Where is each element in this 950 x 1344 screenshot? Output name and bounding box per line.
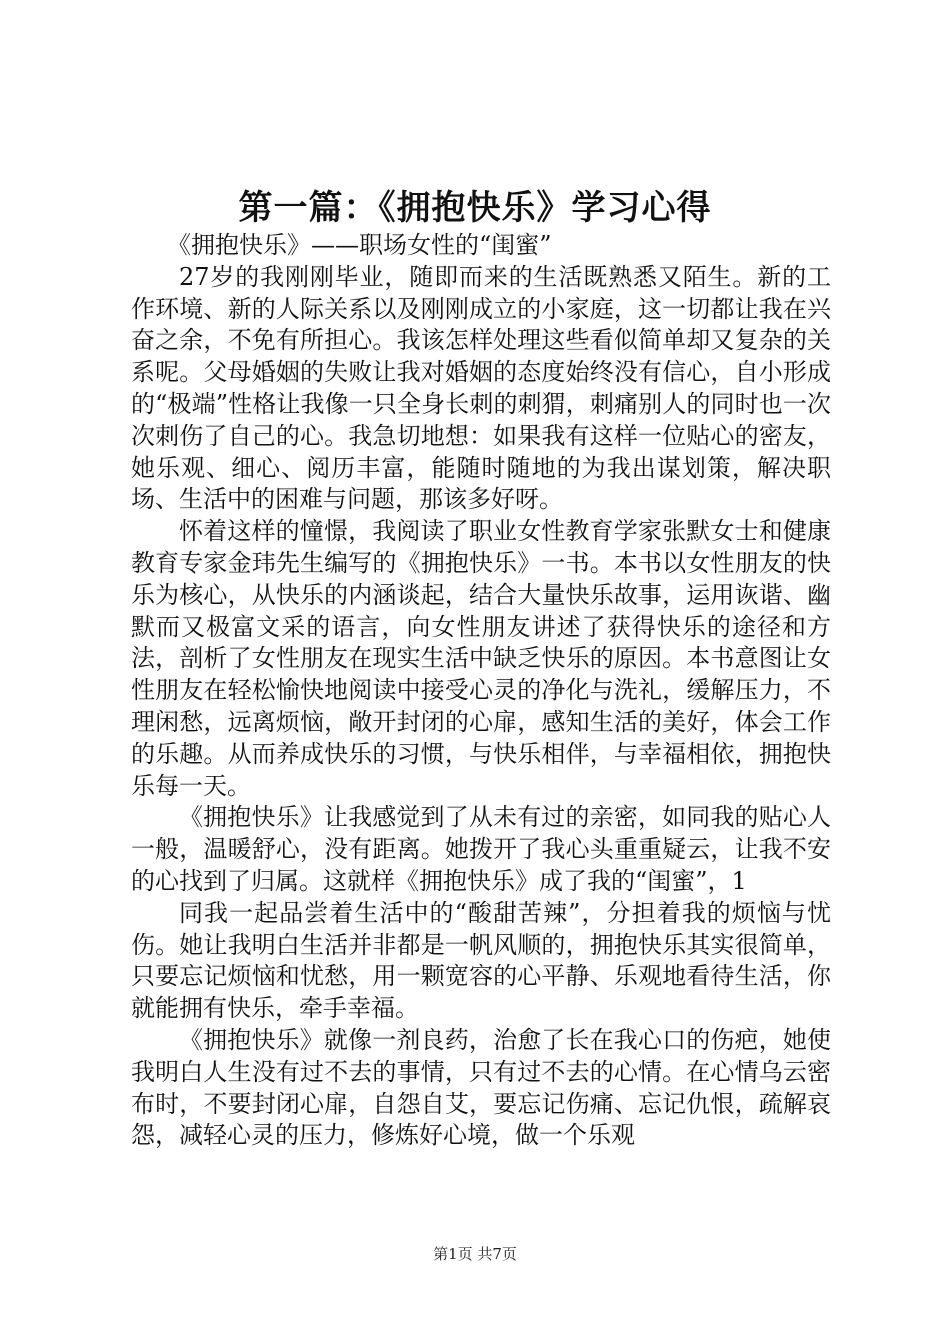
paragraph: 怀着这样的憧憬，我阅读了职业女性教育学家张默女士和健康教育专家金玮先生编写的《拥抱快乐》一书。本书以女性朋友的快乐为核心，从快乐的内涵谈起，结合大量快乐故事，运用诙谐、幽默而又极富文采的语言，向女性朋友讲述了获得快乐的途径和方法，剖析了女性朋友在现实生活中缺乏快乐的原因。本书意图让女性朋友在轻松愉快地阅读中接受心灵的净化与洗礼，缓解压力，不理闲愁，远离烦恼，敞开封闭的心扉，感知生活的美好，体会工作的乐趣。从而养成快乐的习惯，与快乐相伴，与幸福相依，拥抱快乐每一天。 xyxy=(131,517,831,800)
page-number-footer: 第1页 共7页 xyxy=(433,1245,517,1263)
paragraph: 27岁的我刚刚毕业，随即而来的生活既熟悉又陌生。新的工作环境、新的人际关系以及刚刚成立的小家庭，这一切都让我在兴奋之余，不免有所担心。我该怎样处理这些看似简单却又复杂的关系呢。父母婚姻的失败让我对婚姻的态度始终没有信心，自小形成的“极端”性格让我像一只全身长刺的刺猬，刺痛别人的同时也一次次刺伤了自己的心。我急切地想：如果我有这样一位贴心的密友，她乐观、细心、阅历丰富，能随时随地的为我出谋划策，解决职场、生活中的困难与问题，那该多好呀。 xyxy=(131,262,831,514)
paragraph: 《拥抱快乐》就像一剂良药，治愈了长在我心口的伤疤，她使我明白人生没有过不去的事情，只有过不去的心情。在心情乌云密布时，不要封闭心扉，自怨自艾，要忘记伤痛、忘记仇恨，疏解哀怨，减轻心灵的压力，修炼好心境，做一个乐观 xyxy=(131,1025,831,1150)
paragraph: 同我一起品尝着生活中的“酸甜苦辣”，分担着我的烦恼与忧伤。她让我明白生活并非都是一帆风顺的，拥抱快乐其实很简单，只要忘记烦恼和忧愁，用一颗宽容的心平静、乐观地看待生活，你就能拥有快乐，牵手幸福。 xyxy=(131,898,831,1023)
document-title: 第一篇：《拥抱快乐》学习心得 xyxy=(238,188,712,228)
paragraph: 《拥抱快乐》让我感觉到了从未有过的亲密，如同我的贴心人一般，温暖舒心，没有距离。她拨开了我心头重重疑云，让我不安的心找到了归属。这就样《拥抱快乐》成了我的“闺蜜”，1 xyxy=(131,803,831,895)
document-subtitle: 《拥抱快乐》——职场女性的“闺蜜” xyxy=(167,231,552,259)
document-body xyxy=(131,230,831,1152)
